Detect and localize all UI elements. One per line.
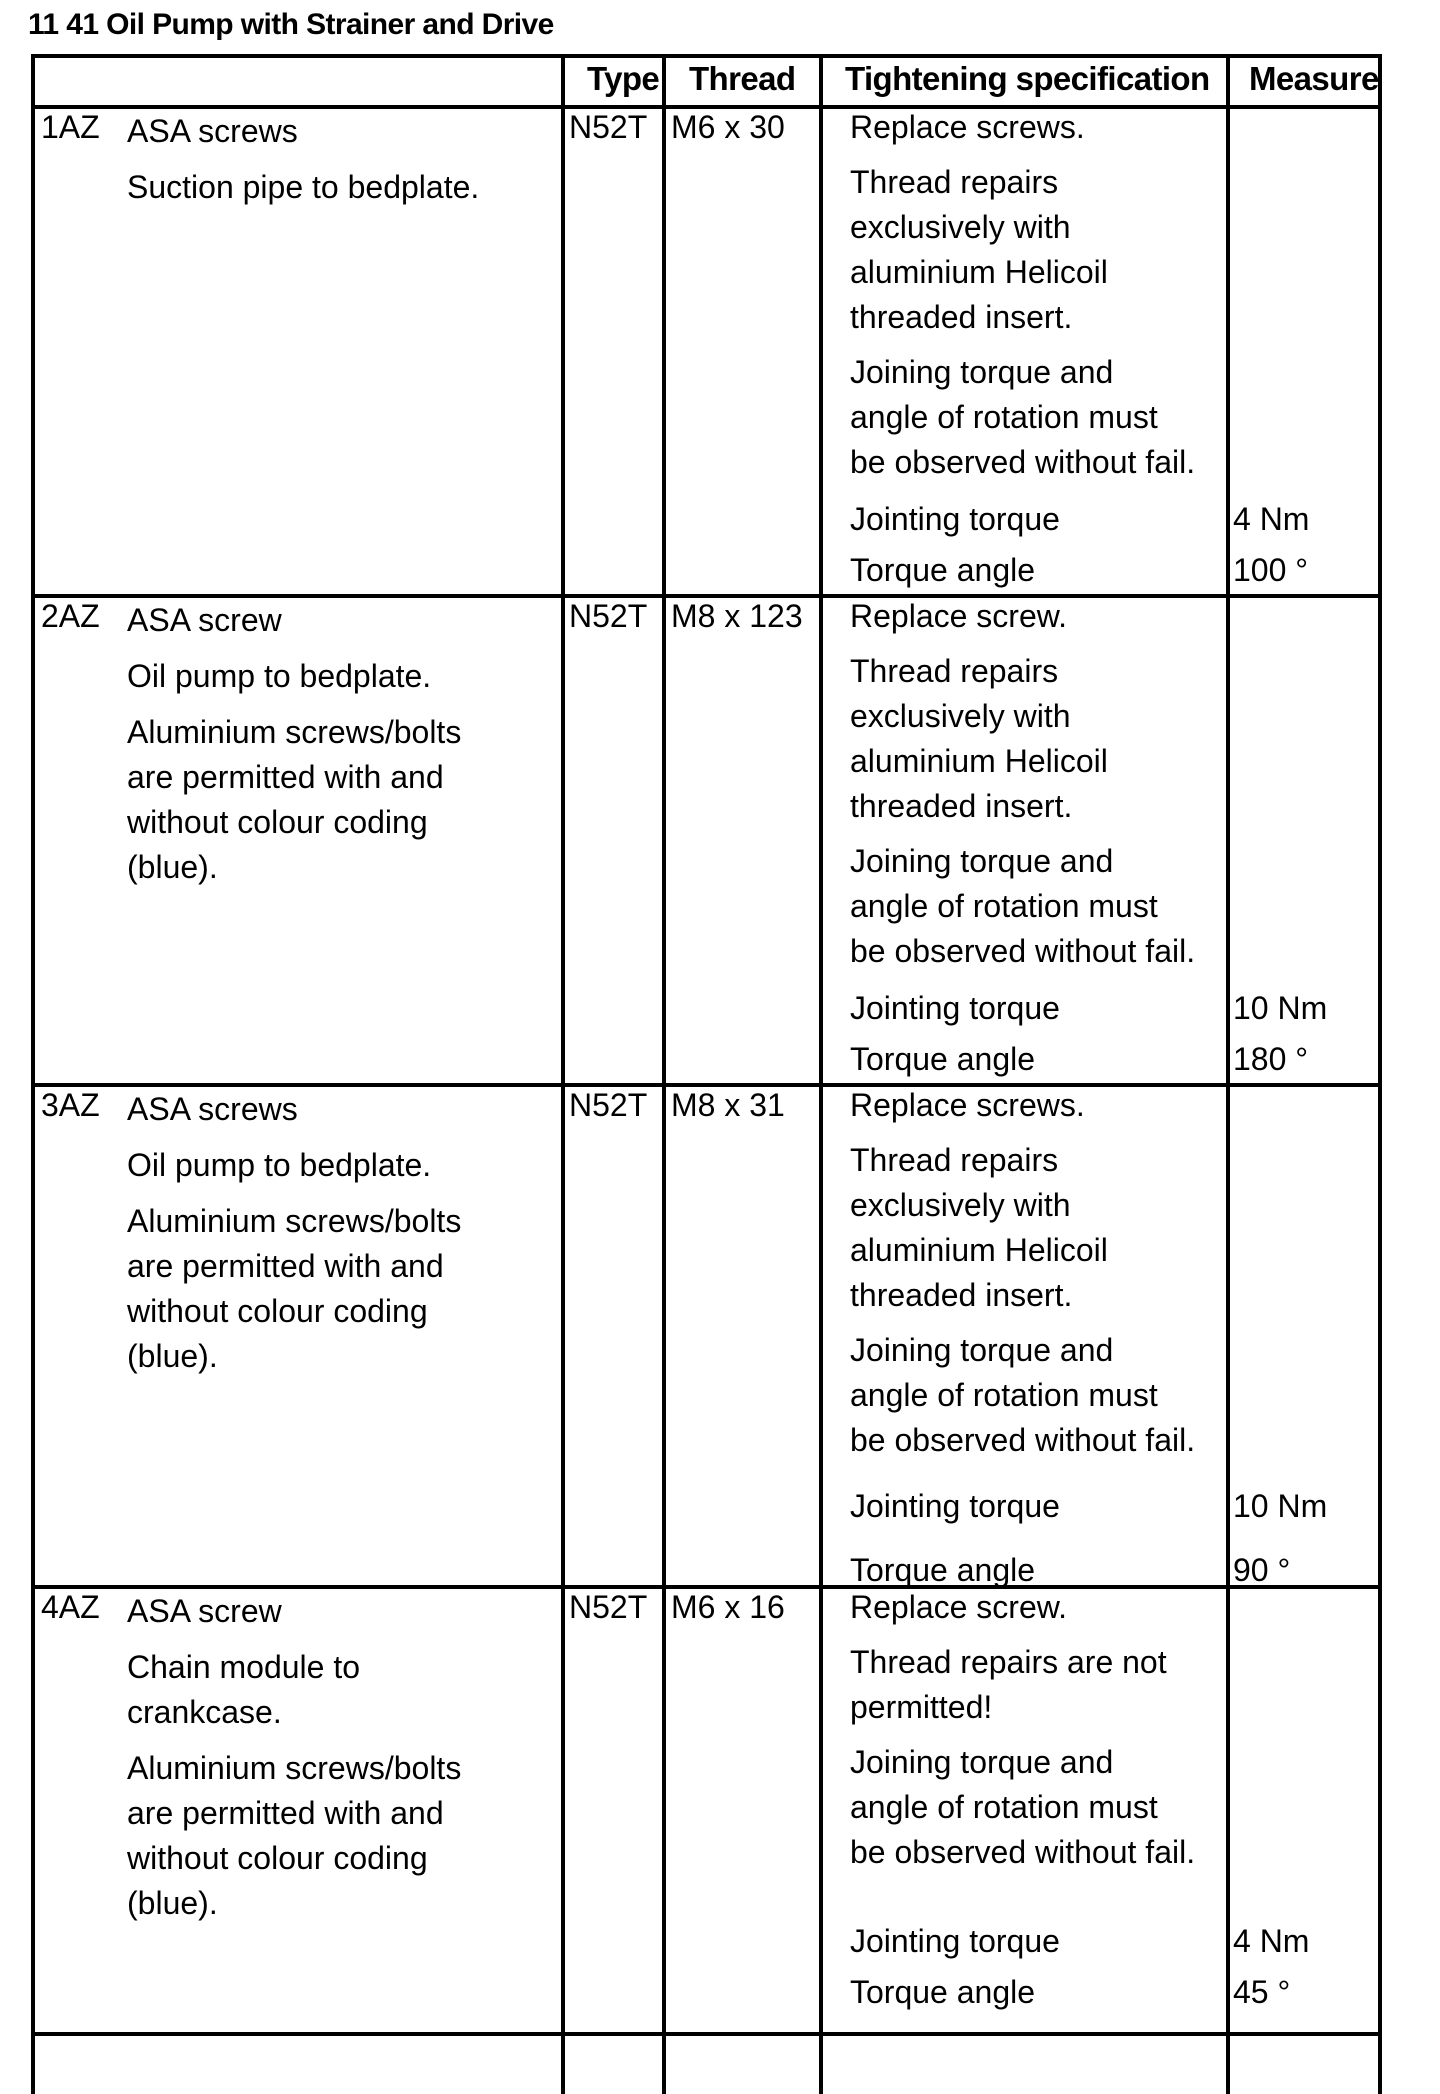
measure-label: Torque angle (850, 1041, 1036, 1077)
item-code: 2AZ (41, 598, 100, 634)
spec-paragraph (850, 1740, 1195, 1875)
spec-line: exclusively with (850, 698, 1071, 734)
header-measure: Measure (1249, 60, 1379, 97)
spec-line: Thread repairs (850, 653, 1059, 689)
item-note-line: Aluminium screws/bolts (127, 714, 462, 750)
item-name: ASA screw (127, 1593, 282, 1629)
item-description (127, 598, 461, 901)
spec-line: Joining torque and (850, 843, 1114, 879)
item-thread: M6 x 16 (671, 1589, 785, 1625)
item-note-line: (blue). (127, 1338, 218, 1374)
measure-label: Jointing torque (850, 501, 1060, 537)
spec-line: be observed without fail. (850, 933, 1196, 969)
item-purpose-line: Chain module to (127, 1649, 361, 1685)
spec-line: exclusively with (850, 1187, 1071, 1223)
item-code: 3AZ (41, 1087, 100, 1123)
table-row (35, 1087, 1378, 1588)
header-tightening-specification: Tightening specification (845, 60, 1210, 97)
spec-line: Replace screws. (850, 1087, 1085, 1123)
spec-line: be observed without fail. (850, 1834, 1196, 1870)
item-note-line: Aluminium screws/bolts (127, 1750, 462, 1786)
item-note (127, 1746, 461, 1926)
spec-line: angle of rotation must (850, 888, 1158, 924)
spec-line: threaded insert. (850, 299, 1073, 335)
spec-paragraph (850, 649, 1195, 829)
spec-line: threaded insert. (850, 788, 1073, 824)
tightening-specification (850, 594, 1195, 984)
measure-value: 10 Nm (1233, 1488, 1328, 1524)
item-note-line: are permitted with and (127, 759, 444, 795)
item-note (127, 710, 461, 890)
spec-paragraph (850, 1640, 1195, 1730)
row-divider (35, 2032, 1378, 2036)
item-thread: M8 x 123 (671, 598, 803, 634)
spec-paragraph (850, 350, 1195, 485)
tightening-specification (850, 1585, 1195, 1885)
measure-value: 180 ° (1233, 1041, 1309, 1077)
tightening-spec-table (31, 54, 1382, 2094)
spec-line: Replace screw. (850, 598, 1067, 634)
spec-line: Replace screws. (850, 109, 1085, 145)
item-thread: M8 x 31 (671, 1087, 785, 1123)
item-purpose-line: Oil pump to bedplate. (127, 1147, 432, 1183)
measure-value: 45 ° (1233, 1974, 1291, 2010)
item-name: ASA screws (127, 1091, 298, 1127)
item-note-line: (blue). (127, 1885, 218, 1921)
item-description (127, 109, 479, 221)
header-thread: Thread (689, 60, 796, 97)
table-row (35, 598, 1378, 1083)
item-description (127, 1589, 461, 1937)
item-purpose-line: crankcase. (127, 1694, 282, 1730)
spec-paragraph (850, 105, 1195, 150)
measure-value: 4 Nm (1233, 501, 1310, 537)
spec-line: Joining torque and (850, 1744, 1114, 1780)
measure-label: Torque angle (850, 1552, 1036, 1588)
spec-line: exclusively with (850, 209, 1071, 245)
measure-label: Torque angle (850, 1974, 1036, 2010)
spec-paragraph (850, 1083, 1195, 1128)
measure-value: 10 Nm (1233, 990, 1328, 1026)
spec-line: threaded insert. (850, 1277, 1073, 1313)
spec-line: Thread repairs (850, 164, 1059, 200)
item-type: N52T (569, 1589, 648, 1625)
measure-label: Jointing torque (850, 1488, 1060, 1524)
item-purpose (127, 165, 479, 210)
spec-line: Thread repairs (850, 1142, 1059, 1178)
item-type: N52T (569, 1087, 648, 1123)
spec-line: angle of rotation must (850, 1377, 1158, 1413)
header-type: Type (587, 60, 660, 97)
measure-label: Jointing torque (850, 1923, 1060, 1959)
item-purpose-line: Oil pump to bedplate. (127, 658, 432, 694)
item-note-line: are permitted with and (127, 1795, 444, 1831)
item-note-line: Aluminium screws/bolts (127, 1203, 462, 1239)
item-purpose (127, 654, 461, 699)
tightening-specification (850, 105, 1195, 495)
item-purpose (127, 1143, 461, 1188)
item-code: 4AZ (41, 1589, 100, 1625)
spec-paragraph (850, 839, 1195, 974)
spec-line: angle of rotation must (850, 399, 1158, 435)
tightening-specification (850, 1083, 1195, 1473)
page-title: 11 41 Oil Pump with Strainer and Drive (28, 8, 554, 41)
item-purpose (127, 1645, 461, 1735)
item-note-line: without colour coding (127, 804, 428, 840)
item-note-line: without colour coding (127, 1293, 428, 1329)
spec-line: aluminium Helicoil (850, 743, 1108, 779)
item-note (127, 1199, 461, 1379)
spec-paragraph (850, 594, 1195, 639)
item-code: 1AZ (41, 109, 100, 145)
measure-label: Torque angle (850, 552, 1036, 588)
item-name: ASA screw (127, 602, 282, 638)
measure-label: Jointing torque (850, 990, 1060, 1026)
item-description (127, 1087, 461, 1390)
spec-line: Thread repairs are not (850, 1644, 1167, 1680)
spec-line: aluminium Helicoil (850, 1232, 1108, 1268)
item-name: ASA screws (127, 113, 298, 149)
spec-line: be observed without fail. (850, 1422, 1196, 1458)
item-note-line: without colour coding (127, 1840, 428, 1876)
item-note-line: (blue). (127, 849, 218, 885)
table-row (35, 1589, 1378, 2032)
measure-value: 4 Nm (1233, 1923, 1310, 1959)
spec-line: angle of rotation must (850, 1789, 1158, 1825)
item-purpose-line: Suction pipe to bedplate. (127, 169, 480, 205)
measure-value: 90 ° (1233, 1552, 1291, 1588)
spec-paragraph (850, 1585, 1195, 1630)
spec-line: be observed without fail. (850, 444, 1196, 480)
spec-line: aluminium Helicoil (850, 254, 1108, 290)
spec-paragraph (850, 1138, 1195, 1318)
item-type: N52T (569, 109, 648, 145)
spec-paragraph (850, 1328, 1195, 1463)
table-row (35, 109, 1378, 594)
item-thread: M6 x 30 (671, 109, 785, 145)
spec-line: Replace screw. (850, 1589, 1067, 1625)
spec-line: Joining torque and (850, 354, 1114, 390)
spec-line: permitted! (850, 1689, 993, 1725)
item-note-line: are permitted with and (127, 1248, 444, 1284)
spec-line: Joining torque and (850, 1332, 1114, 1368)
item-type: N52T (569, 598, 648, 634)
spec-paragraph (850, 160, 1195, 340)
measure-value: 100 ° (1233, 552, 1309, 588)
